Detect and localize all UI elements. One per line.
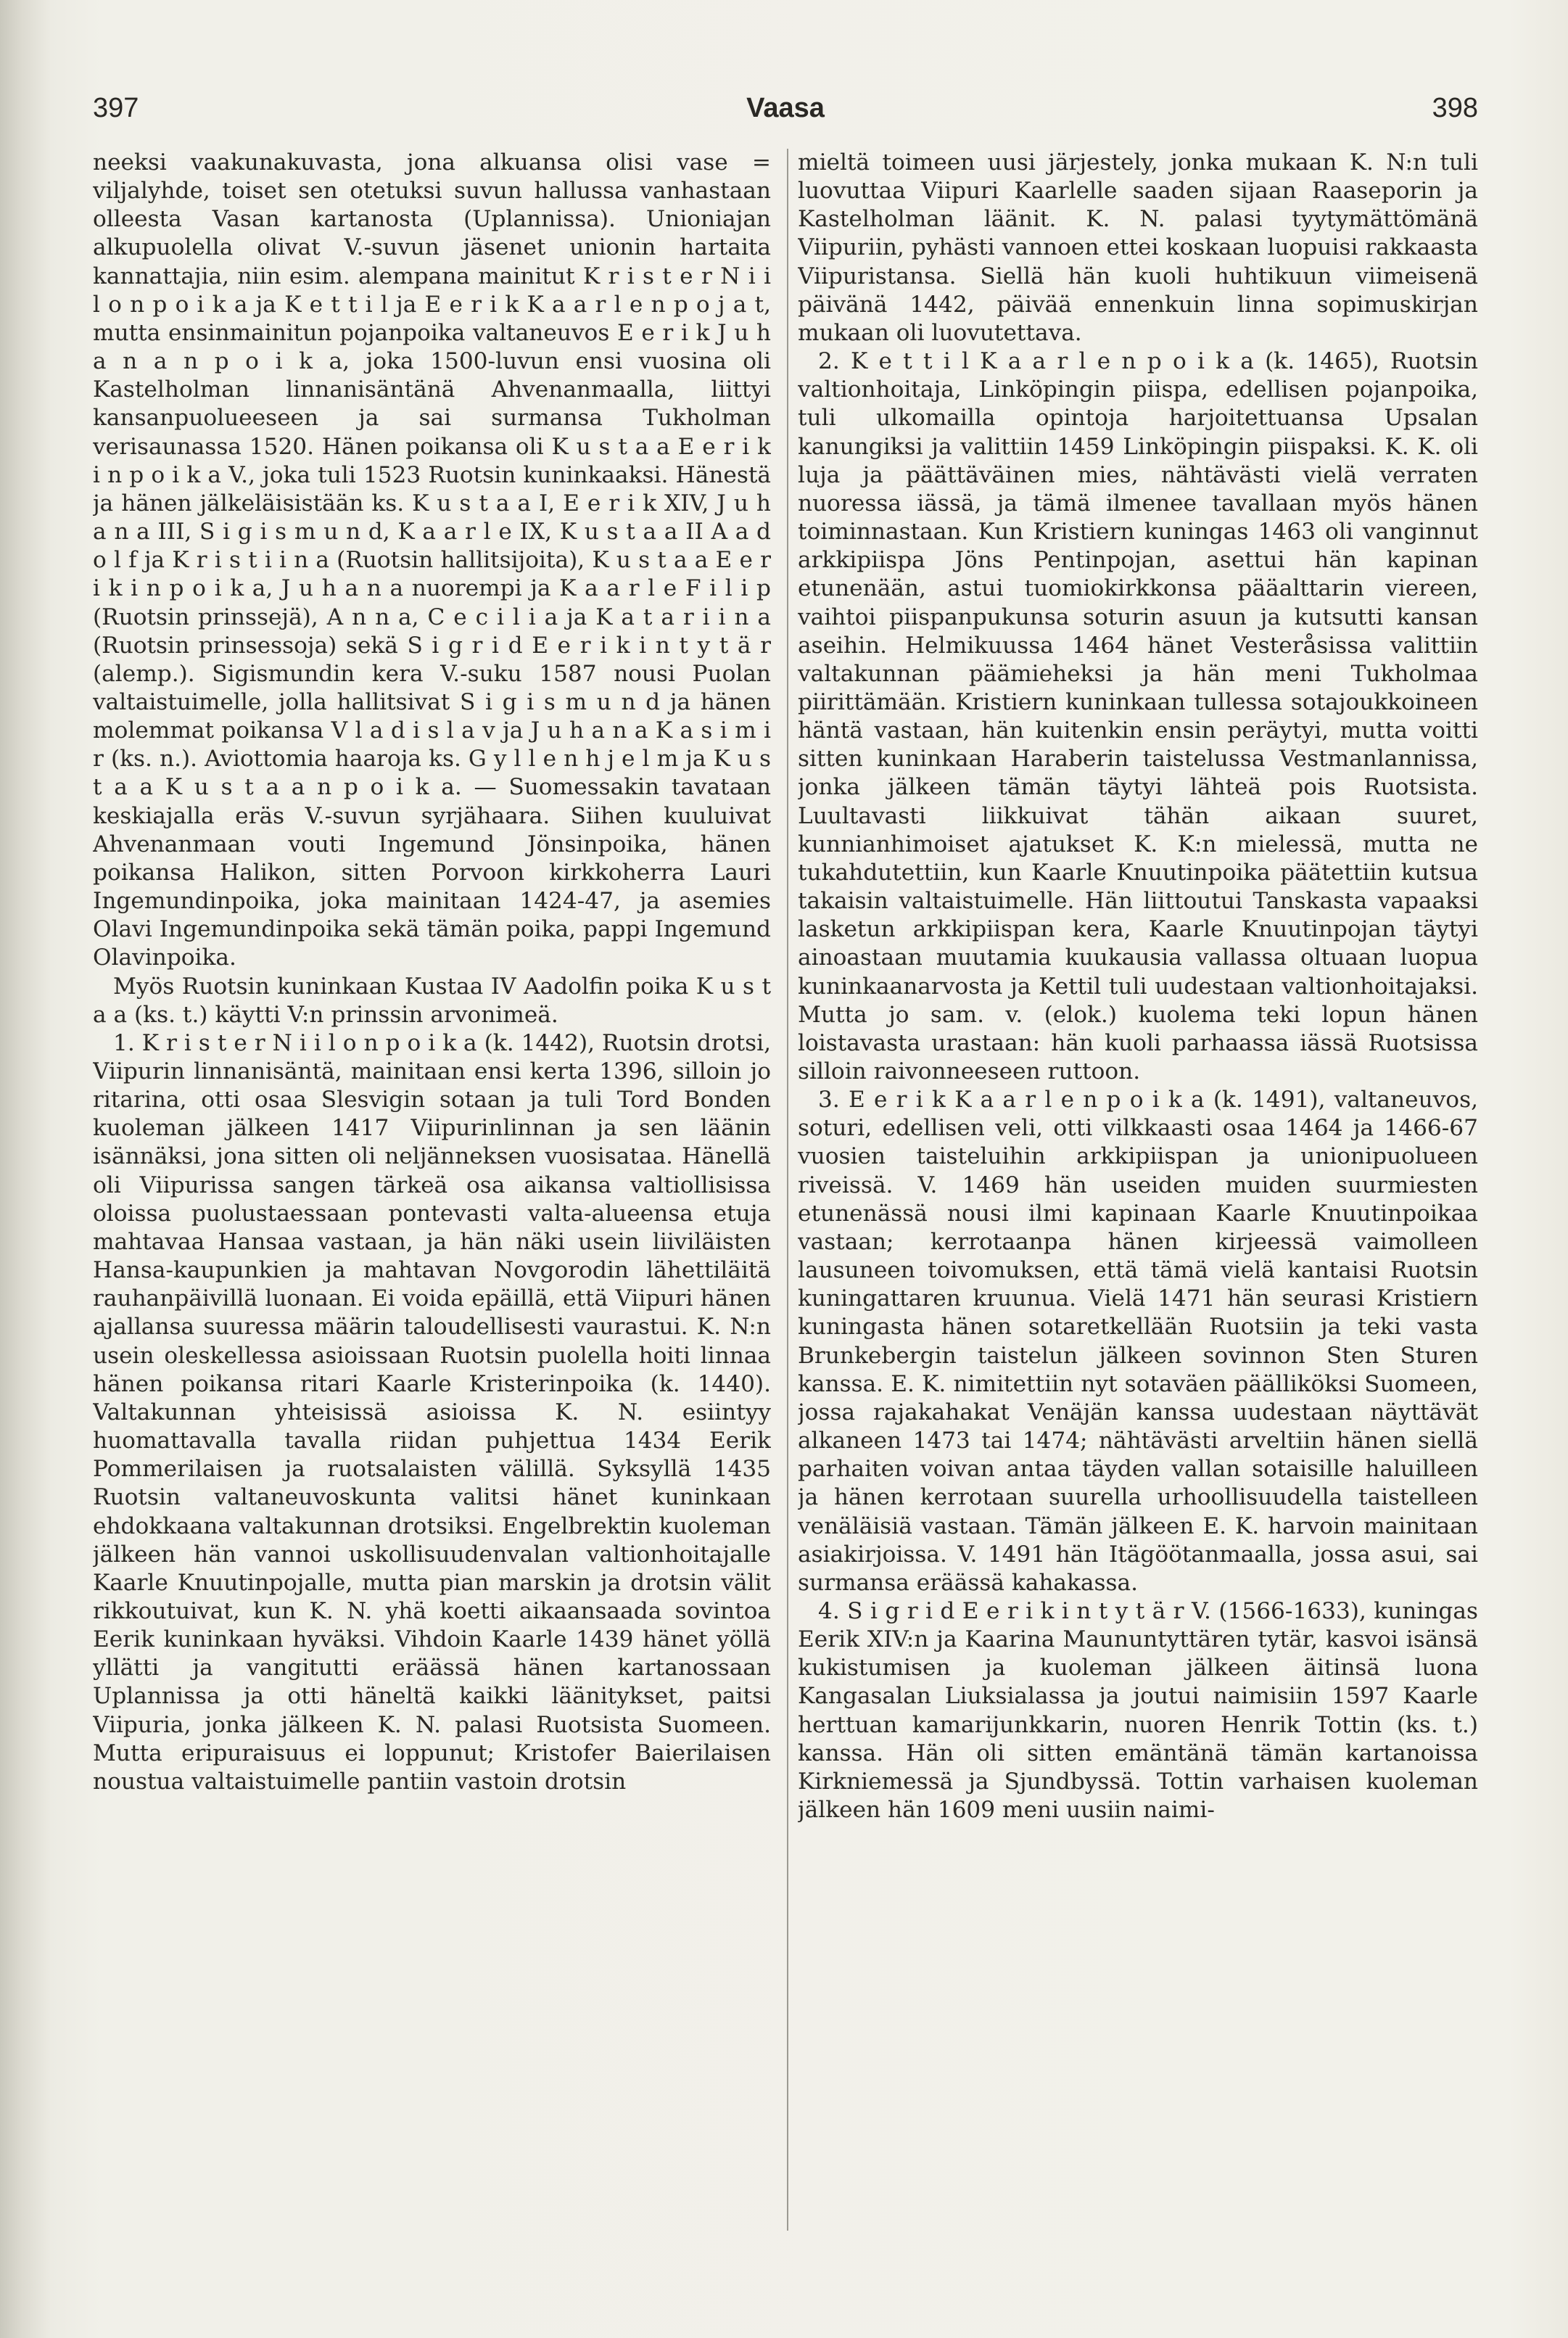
paragraph: mieltä toimeen uusi järjestely, jonka mukaan K. N:n tuli luovuttaa Viipuri Kaarlelle saaden sijaan Raaseporin ja Kastelholman läänit. K. N. palasi tyytymättömänä Viipuriin, pyhästi vannoen ettei koskaan luopuisi rakkaasta Viipuristansa. Siellä hän kuoli huhtikuun viimeisenä päivänä 1442, päivää ennenkuin linna sopimuskirjan mukaan oli luovutettava. xyxy=(798,149,1478,346)
paragraph: 2. K e t t i l K a a r l e n p o i k a (k. 1465), Ruotsin valtionhoitaja, Linköpingin piispa, edellisen pojanpoika, tuli ulkomailla opintoja harjoitettuansa Upsalan kanungiksi ja valittiin 1459 Linköpingin piispaksi. K. K. oli luja ja päättäväinen mies, nähtävästi vielä verraten nuoressa iässä, ja tämä ilmenee tavallaan myös hänen toiminnastaan. Kun Kristiern kuningas 1463 oli vanginnut arkkipiispa Jöns Pentinpojan, asettui hän kapinan etunenään, astui tuomiokirkkonsa pääalttarin viereen, vaihtoi piispanpukunsa soturin asuun ja kutsutti kansan aseihin. Helmikuussa 1464 hänet Vesteråsissa valittiin valtakunnan päämieheksi ja hän meni Tukholmaa piirittämään. Kristiern kuninkaan tullessa sotajoukkoineen häntä vastaan, hän kuitenkin ensin peräytyi, mutta voitti sitten kuninkaan Haraberin taistelussa Vestmanlannissa, jonka jälkeen tämän täytyi lähteä pois Ruotsista. Luultavasti liikkuivat tähän aikaan suuret, kunnianhimoiset ajatukset K. K:n mielessä, mutta ne tukahdutettiin, kun Kaarle Knuutinpoika päätettiin kutsua takaisin valtaistuimelle. Hän liittoutui Tanskasta vapaaksi lasketun arkkipiispan kera, Kaarle Knuutinpojan täytyi ainoastaan muutamia kuukausia vallassa oltuaan luopua kuninkaanarvosta ja Kettil tuli uudestaan valtionhoitajaksi. Mutta jo sam. v. (elok.) kuolema teki lopun hänen loistavasta urastaan: hän kuoli parhaassa iässä Ruotsissa silloin raivonneeseen ruttoon. xyxy=(798,348,1478,1084)
page-header xyxy=(93,93,1478,136)
running-title: Vaasa xyxy=(746,93,825,123)
paragraph: Myös Ruotsin kuninkaan Kustaa IV Aadolfin poika K u s t a a (ks. t.) käytti V:n prinssin arvonimeä. xyxy=(93,973,771,1028)
column-divider xyxy=(787,149,788,2231)
left-page-number: 397 xyxy=(93,93,139,123)
paragraph: 3. E e r i k K a a r l e n p o i k a (k. 1491), valtaneuvos, soturi, edellisen veli, otti vilkkaasti osaa 1464 ja 1466-67 vuosien taisteluihin arkkipiispan ja unionipuolueen riveissä. V. 1469 hän useiden muiden suurmiesten etunenässä nousi ilmi kapinaan Kaarle Knuutinpoikaa vastaan; kerrotaanpa hänen kirjeessä vaimolleen lausuneen toivomuksen, että tämä vielä kantaisi Ruotsin kuningattaren kruunua. Vielä 1471 hän seurasi Kristiern kuningasta hänen sotaretkellään Ruotsiin ja teki vasta Brunkebergin taistelun jälkeen sovinnon Sten Sturen kanssa. E. K. nimitettiin nyt sotaväen päälliköksi Suomeen, jossa rajakahakat Venäjän kanssa uudestaan näyttävät alkaneen 1473 tai 1474; nähtävästi arveltiin hänen siellä parhaiten voivan antaa täyden vallan sotaisille haluilleen ja hänen kerrotaan suurella urhoollisuudella taistelleen venäläisiä vastaan. Tämän jälkeen E. K. harvoin mainitaan asiakirjoissa. V. 1491 hän Itägöötanmaalla, jossa asui, sai surmansa eräässä kahakassa. xyxy=(798,1087,1478,1596)
right-page-number: 398 xyxy=(1432,93,1478,123)
paragraph: neeksi vaakunakuvasta, jona alkuansa olisi vase = viljalyhde, toiset sen otetuksi suvun hallussa vanhastaan olleesta Vasan kartanosta (Uplannissa). Unioniajan alkupuolella olivat V.-suvun jäsenet unionin hartaita kannattajia, niin esim. alempana mainitut K r i s t e r N i i l o n p o i k a ja K e t t i l ja E e r i k K a a r l e n p o j a t, mutta ensinmainitun pojanpoika valtaneuvos E e r i k J u h a n a n p o i k a, joka 1500-luvun ensi vuosina oli Kastelholman linnanisäntänä Ahvenanmaalla, liittyi kansanpuolueeseen ja sai surmansa Tukholman verisaunassa 1520. Hänen poikansa oli K u s t a a E e r i k i n p o i k a V., joka tuli 1523 Ruotsin kuninkaaksi. Hänestä ja hänen jälkeläisistään ks. K u s t a a I, E e r i k XIV, J u h a n a III, S i g i s m u n d, K a a r l e IX, K u s t a a II A a d o l f ja K r i s t i i n a (Ruotsin hallitsijoita), K u s t a a E e r i k i n p o i k a, J u h a n a nuorempi ja K a a r l e F i l i p (Ruotsin prinssejä), A n n a, C e c i l i a ja K a t a r i i n a (Ruotsin prinsessoja) sekä S i g r i d E e r i k i n t y t ä r (alemp.). Sigismundin kera V.-suku 1587 nousi Puolan valtaistuimelle, jolla hallitsivat S i g i s m u n d ja hänen molemmat poikansa V l a d i s l a v ja J u h a n a K a s i m i r (ks. n.). Aviottomia haaroja ks. G y l l e n h j e l m ja K u s t a a K u s t a a n p o i k a. — Suomessakin tavataan keskiajalla eräs V.-suvun syrjähaara. Siihen kuuluivat Ahvenanmaan vouti Ingemund Jönsinpoika, hänen poikansa Halikon, sitten Porvoon kirkkoherra Lauri Ingemundinpoika, joka mainitaan 1424-47, ja asemies Olavi Ingemundinpoika sekä tämän poika, pappi Ingemund Olavinpoika. xyxy=(93,149,771,971)
paragraph: 4. S i g r i d E e r i k i n t y t ä r V. (1566-1633), kuningas Eerik XIV:n ja Kaarina Maununtyttären tytär, kasvoi isänsä kukistumisen ja kuoleman jälkeen äitinsä luona Kangasalan Liuksialassa ja joutui naimisiin 1597 Kaarle herttuan kamarijunkkarin, nuoren Henrik Tottin (ks. t.) kanssa. Hän oli sitten emäntänä tämän kartanoissa Kirkniemessä ja Sjundbyssä. Tottin varhaisen kuoleman jälkeen hän 1609 meni uusiin naimi- xyxy=(798,1597,1478,1824)
paragraph: 1. K r i s t e r N i i l o n p o i k a (k. 1442), Ruotsin drotsi, Viipurin linnanisäntä, mainitaan ensi kerta 1396, silloin jo ritarina, otti osaa Slesvigin sotaan ja tuli Tord Bonden kuoleman jälkeen 1417 Viipurinlinnan ja sen läänin isännäksi, jona sitten oli neljänneksen vuosisataa. Hänellä oli Viipurissa sangen tärkeä osa aikansa valtiollisissa oloissa puolustaessaan pontevasti valta-alueensa etuja mahtavaa Hansaa vastaan, ja hän näki usein liiviläisten Hansa-kaupunkien ja mahtavan Novgorodin lähettiläitä rauhanpäivillä luonaan. Ei voida epäillä, että Viipuri hänen ajallansa suuressa määrin taloudellisesti vaurastui. K. N:n usein oleskellessa asioissaan Ruotsin puolella hoiti linnaa hänen poikansa ritari Kaarle Kristerinpoika (k. 1440). Valtakunnan yhteisissä asioissa K. N. esiintyy huomattavalla tavalla riidan puhjettua 1434 Eerik Pommerilaisen ja ruotsalaisten välillä. Syksyllä 1435 Ruotsin valtaneuvoskunta valitsi hänet kuninkaan ehdokkaana valtakunnan drotsiksi. Engelbrektin kuoleman jälkeen hän vannoi uskollisuudenvalan valtionhoitajalle Kaarle Knuutinpojalle, mutta pian marskin ja drotsin välit rikkoutuivat, kun K. N. yhä koetti aikaansaada sovintoa Eerik kuninkaan hyväksi. Vihdoin Kaarle 1439 hänet yöllä yllätti ja vangitutti eräässä hänen kartanossaan Uplannissa ja otti häneltä kaikki läänitykset, paitsi Viipuria, jonka jälkeen K. N. palasi Ruotsista Suomeen. Mutta eripuraisuus ei loppunut; Kristofer Baierilaisen noustua valtaistuimelle pantiin vastoin drotsin xyxy=(93,1029,771,1795)
right-column xyxy=(798,149,1478,2252)
left-column xyxy=(93,149,771,2252)
